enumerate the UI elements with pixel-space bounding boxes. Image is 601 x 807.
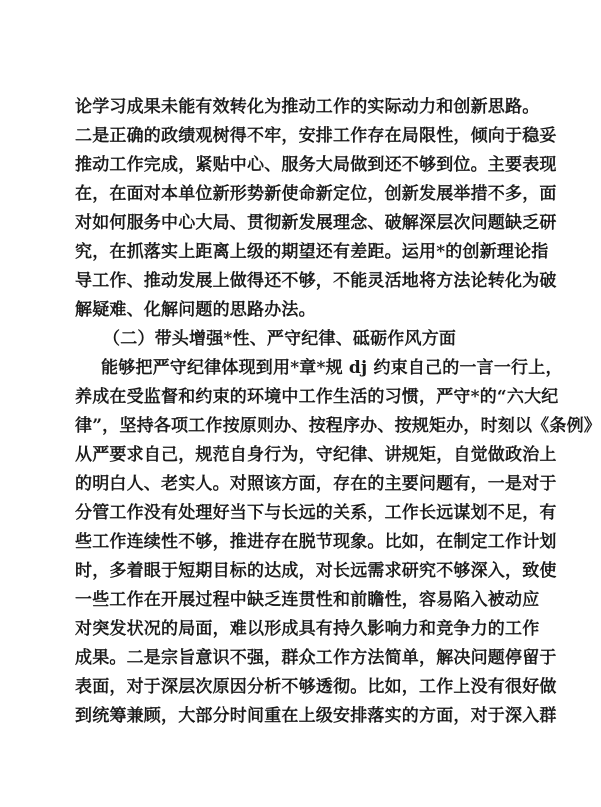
- text-line: 的明白人、老实人。对照该方面，存在的主要问题有，一是对于: [75, 474, 557, 494]
- text-line: 成果。二是宗旨意识不强，群众工作方法简单，解决问题停留于: [75, 648, 557, 668]
- text-line: 律”，坚持各项工作按原则办、按程序办、按规矩办，时刻以《条例》: [75, 416, 601, 436]
- text-line: 在，在面对本单位新形势新使命新定位，创新发展举措不多，面: [75, 184, 557, 204]
- text-line: 二是正确的政绩观树得不牢，安排工作存在局限性，倾向于稳妥: [75, 126, 557, 146]
- text-line: 导工作、推动发展上做得还不够，不能灵活地将方法论转化为破: [75, 271, 557, 291]
- text-line: 一些工作在开展过程中缺乏连贯性和前瞻性，容易陷入被动应: [75, 590, 540, 610]
- text-line: 分管工作没有处理好当下与长远的关系，工作长远谋划不足，有: [75, 503, 557, 523]
- text-line: 时，多着眼于短期目标的达成，对长远需求研究不够深入，致使: [75, 561, 557, 581]
- text-line: 养成在受监督和约束的环境中工作生活的习惯，严守*的“六大纪: [75, 387, 559, 407]
- text-line: 从严要求自己，规范自身行为，守纪律、讲规矩，自觉做政治上: [75, 445, 557, 465]
- text-line: 对突发状况的局面，难以形成具有持久影响力和竞争力的工作: [75, 619, 540, 639]
- section-heading: （二）带头增强*性、严守纪律、砥砺作风方面: [103, 329, 457, 349]
- text-line: 解疑难、化解问题的思路办法。: [75, 300, 316, 320]
- paragraph-first-line: 能够把严守纪律体现到用*章*规 dj 约束自己的一言一行上，: [101, 358, 563, 378]
- text-line: 表面，对于深层次原因分析不够透彻。比如，工作上没有很好做: [75, 677, 557, 697]
- text-line: 推动工作完成，紧贴中心、服务大局做到还不够到位。主要表现: [75, 155, 557, 175]
- text-line: 些工作连续性不够，推进存在脱节现象。比如，在制定工作计划: [75, 532, 557, 552]
- text-line: 论学习成果未能有效转化为推动工作的实际动力和创新思路。: [75, 97, 540, 117]
- document-body: [75, 93, 601, 731]
- text-line: 到统筹兼顾，大部分时间重在上级安排落实的方面，对于深入群: [75, 706, 557, 726]
- text-line: 对如何服务中心大局、贯彻新发展理念、破解深层次问题缺乏研: [75, 213, 557, 233]
- text-line: 究，在抓落实上距离上级的期望还有差距。运用*的创新理论指: [75, 242, 549, 262]
